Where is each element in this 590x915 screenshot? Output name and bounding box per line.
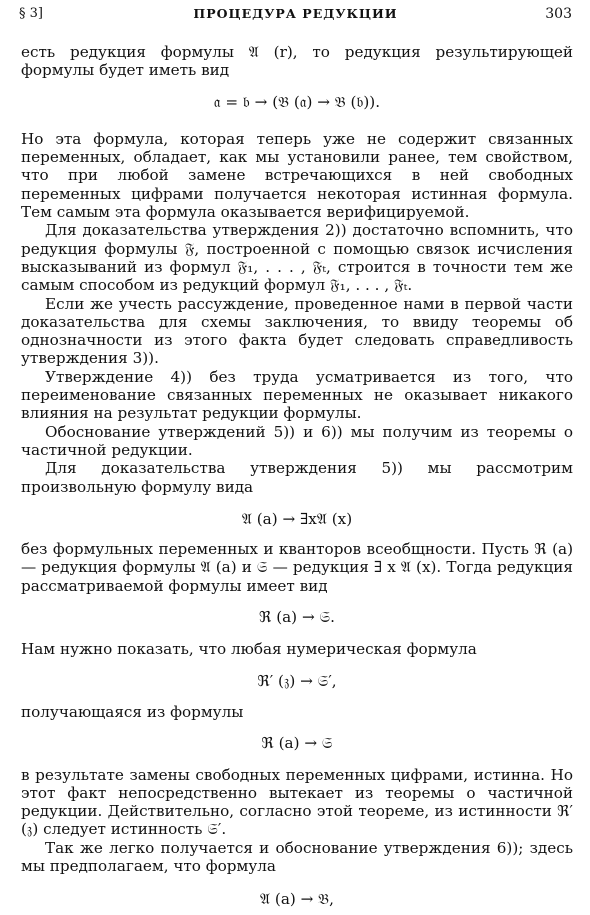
paragraph: Утверждение 4)) без труда усматривается из того, что переименование связанных переменных не оказывает никакого влияния на результат редукции формулы.	[21, 367, 573, 423]
paragraph: Но эта формула, которая теперь уже не содержит связанных переменных, обладает, как мы установили ранее, тем свойством, что при любой замене встречающихся в ней свободных переменных цифрами получается некоторая истинная формула. Тем самым эта формула оказывается верифицируемой.	[21, 129, 573, 222]
display-formula: 𝔞 = 𝔟 → (𝔅 (𝔞) → 𝔅 (𝔟)).	[213, 92, 381, 111]
display-formula: 𝔄 (a) → ∃x𝔄 (x)	[241, 509, 353, 528]
display-formula: 𝔄 (a) → 𝔅,	[260, 890, 334, 909]
paragraph: Для доказательства утверждения 2)) достаточно вспомнить, что редукция формулы 𝔉, построенной с помощью связок исчисления высказываний из формул 𝔉₁, . . . , 𝔉ₜ, строится в точности тем же самым способом из редукций формул 𝔉₁, . . . , 𝔉ₜ.	[21, 221, 573, 295]
paragraph: без формульных переменных и кванторов всеобщности. Пусть ℜ (a) — редукция формулы 𝔄 (a) и 𝔖 — редукция ∃ x 𝔄 (x). Тогда редукция рассматриваемой формулы имеет вид	[21, 540, 573, 595]
paragraph: получающаяся из формулы	[21, 702, 244, 721]
running-header	[19, 6, 572, 24]
page-heading: ПРОЦЕДУРА РЕДУКЦИИ	[193, 6, 398, 21]
paragraph: в результате замены свободных переменных цифрами, истинна. Но этот факт непосредственно вытекает из теоремы о частичной редукции. Действительно, согласно этой теореме, из истинности ℜ′ (𝔷) следует истинность 𝔖′.	[21, 765, 573, 839]
paragraph: Если же учесть рассуждение, проведенное нами в первой части доказательства для схемы заключения, то ввиду теоремы об однозначности из этого факта будет следовать справедливость утверждения 3)).	[21, 294, 573, 368]
paragraph: есть редукция формулы 𝔄 (r), то редукция результирующей формулы будет иметь вид	[21, 43, 573, 80]
display-formula: ℜ (a) → 𝔖	[261, 734, 333, 753]
display-formula: ℜ (a) → 𝔖.	[259, 608, 335, 627]
display-formula: ℜ′ (𝔷) → 𝔖′,	[257, 671, 337, 690]
page-body	[21, 43, 573, 915]
page-number: 303	[545, 6, 572, 22]
paragraph: Так же легко получается и обоснование утверждения 6)); здесь мы предполагаем, что формула	[21, 838, 573, 875]
paragraph: Обоснование утверждений 5)) и 6)) мы получим из теоремы о частичной редукции.	[21, 422, 573, 459]
section-marker: § 3]	[19, 6, 43, 21]
paragraph: Нам нужно показать, что любая нумерическая формула	[21, 640, 477, 659]
paragraph: Для доказательства утверждения 5)) мы рассмотрим произвольную формулу вида	[21, 459, 573, 496]
